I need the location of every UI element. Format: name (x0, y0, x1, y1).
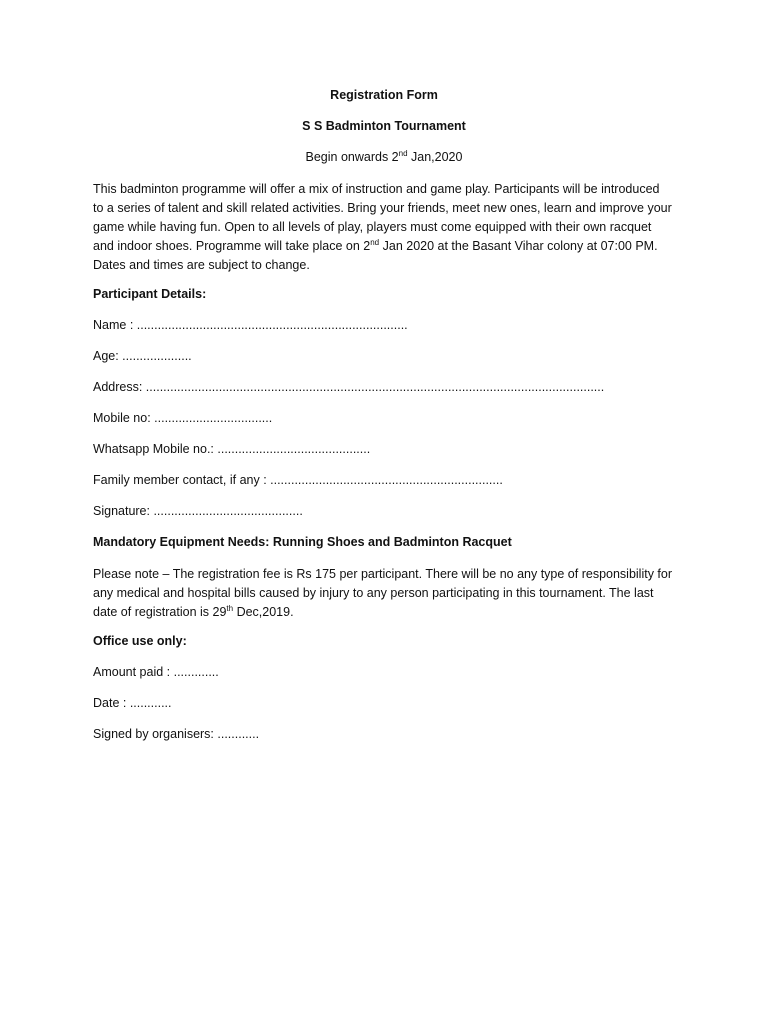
intro-paragraph (93, 180, 673, 275)
start-date-suffix: Jan,2020 (407, 150, 463, 164)
start-date-line (0, 150, 768, 164)
tournament-name: S S Badminton Tournament (302, 119, 466, 133)
family-contact-field: Family member contact, if any : ................................................................... (93, 473, 503, 487)
start-date-prefix: Begin onwards 2 (305, 150, 399, 164)
intro-text-part1: This badminton programme will offer a mix of instruction and game play. Participants will be introduced to a series of talent and skill related activities. Bring your friends, meet new ones, learn and improve your game while having fun. Open to all levels of play, players must come equipped with their own racquet and indoor shoes. Programme will take place on 2 (93, 182, 672, 253)
signature-field: Signature: ........................................... (93, 504, 303, 518)
whatsapp-field: Whatsapp Mobile no.: ............................................ (93, 442, 371, 456)
amount-paid-field: Amount paid : ............. (93, 665, 219, 679)
address-field: Address: .................................................................................................................................... (93, 380, 605, 394)
start-date-ordinal: nd (398, 148, 408, 158)
office-use-heading: Office use only: (93, 634, 187, 648)
note-ordinal: th (226, 603, 234, 613)
intro-ordinal: nd (370, 237, 380, 247)
equipment-heading: Mandatory Equipment Needs: Running Shoes and Badminton Racquet (93, 535, 512, 549)
intro-text-part2: Jan 2020 at the Basant Vihar colony at 07:00 PM. Dates and times are subject to change. (93, 239, 658, 272)
signed-by-organisers-field: Signed by organisers: ............ (93, 727, 260, 741)
name-field: Name : .............................................................................. (93, 318, 408, 332)
date-field: Date : ............ (93, 696, 172, 710)
form-title: Registration Form (330, 88, 438, 102)
age-field: Age: .................... (93, 349, 192, 363)
note-text-part1: Please note – The registration fee is Rs 175 per participant. There will be no any type of responsibility for any medical and hospital bills caused by injury to any person participating in this tournament. The last date of registration is 29 (93, 567, 673, 619)
participant-details-heading: Participant Details: (93, 287, 207, 301)
note-text-part2: Dec,2019. (233, 605, 294, 619)
note-paragraph (93, 565, 673, 622)
mobile-field: Mobile no: .................................. (93, 411, 273, 425)
